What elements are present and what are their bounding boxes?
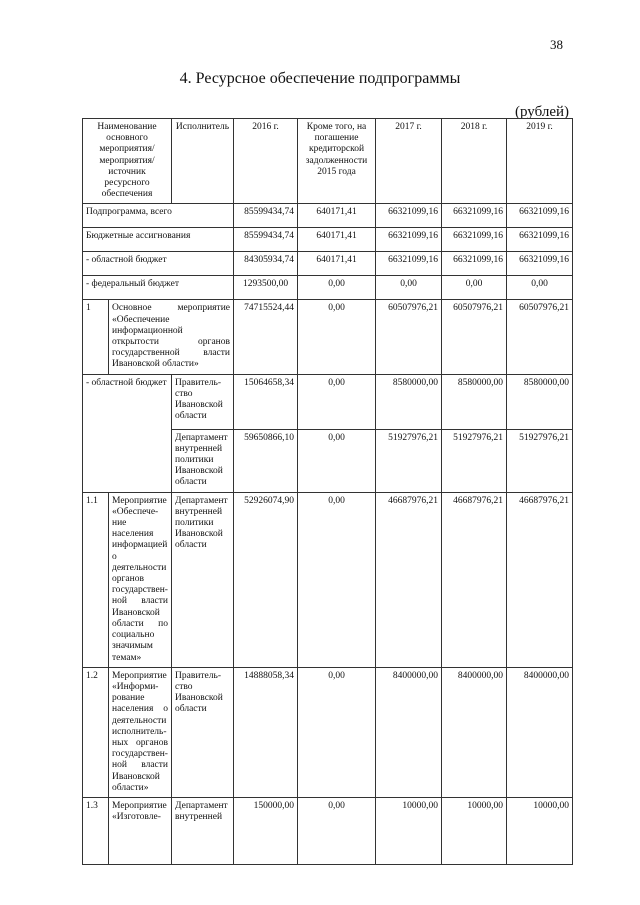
cell-2018: 66321099,16: [442, 252, 507, 276]
cell-2016: 14888058,34: [234, 667, 298, 797]
cell-2016: 85599434,74: [234, 204, 298, 228]
cell-2016: 52926074,90: [234, 492, 298, 667]
cell-2016: 85599434,74: [234, 228, 298, 252]
cell-2017: 66321099,16: [376, 252, 442, 276]
row-number: 1.3: [83, 797, 109, 864]
event-name: Мероприятие «Информи-рование населения о деятельности исполнитель-ных органов государствен-ной власти Ивановской области»: [109, 667, 172, 797]
row-label: Бюджетные ассигнования: [83, 228, 234, 252]
cell-2016: 15064658,34: [234, 374, 298, 429]
table-header-row: [83, 119, 573, 204]
summary-row-total: [83, 204, 573, 228]
cell-2019: 66321099,16: [507, 204, 573, 228]
resource-table: [82, 118, 573, 865]
cell-2019: 66321099,16: [507, 252, 573, 276]
cell-2019: 60507976,21: [507, 300, 573, 374]
header-2017: 2017 г.: [376, 119, 442, 204]
cell-debt: 0,00: [298, 667, 376, 797]
header-2019: 2019 г.: [507, 119, 573, 204]
cell-2018: 46687976,21: [442, 492, 507, 667]
cell-2017: 46687976,21: [376, 492, 442, 667]
cell-2016: 1293500,00: [234, 276, 298, 300]
cell-2017: 66321099,16: [376, 204, 442, 228]
cell-2019: 51927976,21: [507, 429, 573, 492]
cell-debt: 0,00: [298, 276, 376, 300]
cell-debt: 640171,41: [298, 204, 376, 228]
header-2016: 2016 г.: [234, 119, 298, 204]
cell-debt: 0,00: [298, 374, 376, 429]
cell-debt: 0,00: [298, 797, 376, 864]
cell-2019: 10000,00: [507, 797, 573, 864]
regional-budget-label: - областной бюджет: [83, 374, 172, 492]
cell-2019: 0,00: [507, 276, 573, 300]
cell-2019: 8580000,00: [507, 374, 573, 429]
event-row-1-3: [83, 797, 573, 864]
cell-2017: 10000,00: [376, 797, 442, 864]
cell-2019: 46687976,21: [507, 492, 573, 667]
cell-2017: 60507976,21: [376, 300, 442, 374]
event-row-1-2: [83, 667, 573, 797]
cell-2016: 84305934,74: [234, 252, 298, 276]
cell-debt: 640171,41: [298, 228, 376, 252]
executor-cell: Правитель-ство Ивановской области: [172, 374, 234, 429]
row-number: 1.1: [83, 492, 109, 667]
cell-debt: 0,00: [298, 492, 376, 667]
cell-2016: 59650866,10: [234, 429, 298, 492]
cell-debt: 0,00: [298, 300, 376, 374]
summary-row-allocations: [83, 228, 573, 252]
row-label: - областной бюджет: [83, 252, 234, 276]
regional-row-government: [83, 374, 573, 429]
cell-2018: 66321099,16: [442, 228, 507, 252]
row-label: Подпрограмма, всего: [83, 204, 234, 228]
row-number: 1: [83, 300, 109, 374]
cell-2018: 66321099,16: [442, 204, 507, 228]
header-executor: Исполнитель: [172, 119, 234, 204]
executor-cell: Департамент внутренней: [172, 797, 234, 864]
cell-2018: 0,00: [442, 276, 507, 300]
page-title: 4. Ресурсное обеспечение подпрограммы: [179, 70, 461, 87]
main-event-row: [83, 300, 573, 374]
main-event-name: Основное мероприятие «Обеспечение информационной открытости органов государственной власти Ивановской области»: [109, 300, 234, 374]
cell-2016: 150000,00: [234, 797, 298, 864]
cell-2017: 0,00: [376, 276, 442, 300]
page-number: 38: [550, 37, 563, 52]
cell-2018: 8400000,00: [442, 667, 507, 797]
cell-2017: 8580000,00: [376, 374, 442, 429]
header-debt: Кроме того, на погашение кредиторской задолженности 2015 года: [298, 119, 376, 204]
cell-2017: 8400000,00: [376, 667, 442, 797]
cell-debt: 640171,41: [298, 252, 376, 276]
executor-cell: Департамент внутренней политики Ивановской области: [172, 429, 234, 492]
cell-2019: 8400000,00: [507, 667, 573, 797]
cell-2017: 66321099,16: [376, 228, 442, 252]
cell-2018: 8580000,00: [442, 374, 507, 429]
summary-row-federal: [83, 276, 573, 300]
header-name: Наименование основного мероприятия/мероприятия/источник ресурсного обеспечения: [83, 119, 172, 204]
row-label: - федеральный бюджет: [83, 276, 234, 300]
executor-cell: Департамент внутренней политики Ивановской области: [172, 492, 234, 667]
row-number: 1.2: [83, 667, 109, 797]
cell-2018: 51927976,21: [442, 429, 507, 492]
cell-2016: 74715524,44: [234, 300, 298, 374]
cell-2018: 60507976,21: [442, 300, 507, 374]
cell-2019: 66321099,16: [507, 228, 573, 252]
header-2018: 2018 г.: [442, 119, 507, 204]
event-name: Мероприятие «Изготовле-: [109, 797, 172, 864]
cell-2018: 10000,00: [442, 797, 507, 864]
executor-cell: Правитель-ство Ивановской области: [172, 667, 234, 797]
units-label: (рублей): [515, 104, 570, 120]
cell-debt: 0,00: [298, 429, 376, 492]
event-name: Мероприятие «Обеспече-ние населения информацией о деятельности органов государствен-ной власти Ивановской области по социально значимым темам»: [109, 492, 172, 667]
cell-2017: 51927976,21: [376, 429, 442, 492]
summary-row-regional: [83, 252, 573, 276]
event-row-1-1: [83, 492, 573, 667]
